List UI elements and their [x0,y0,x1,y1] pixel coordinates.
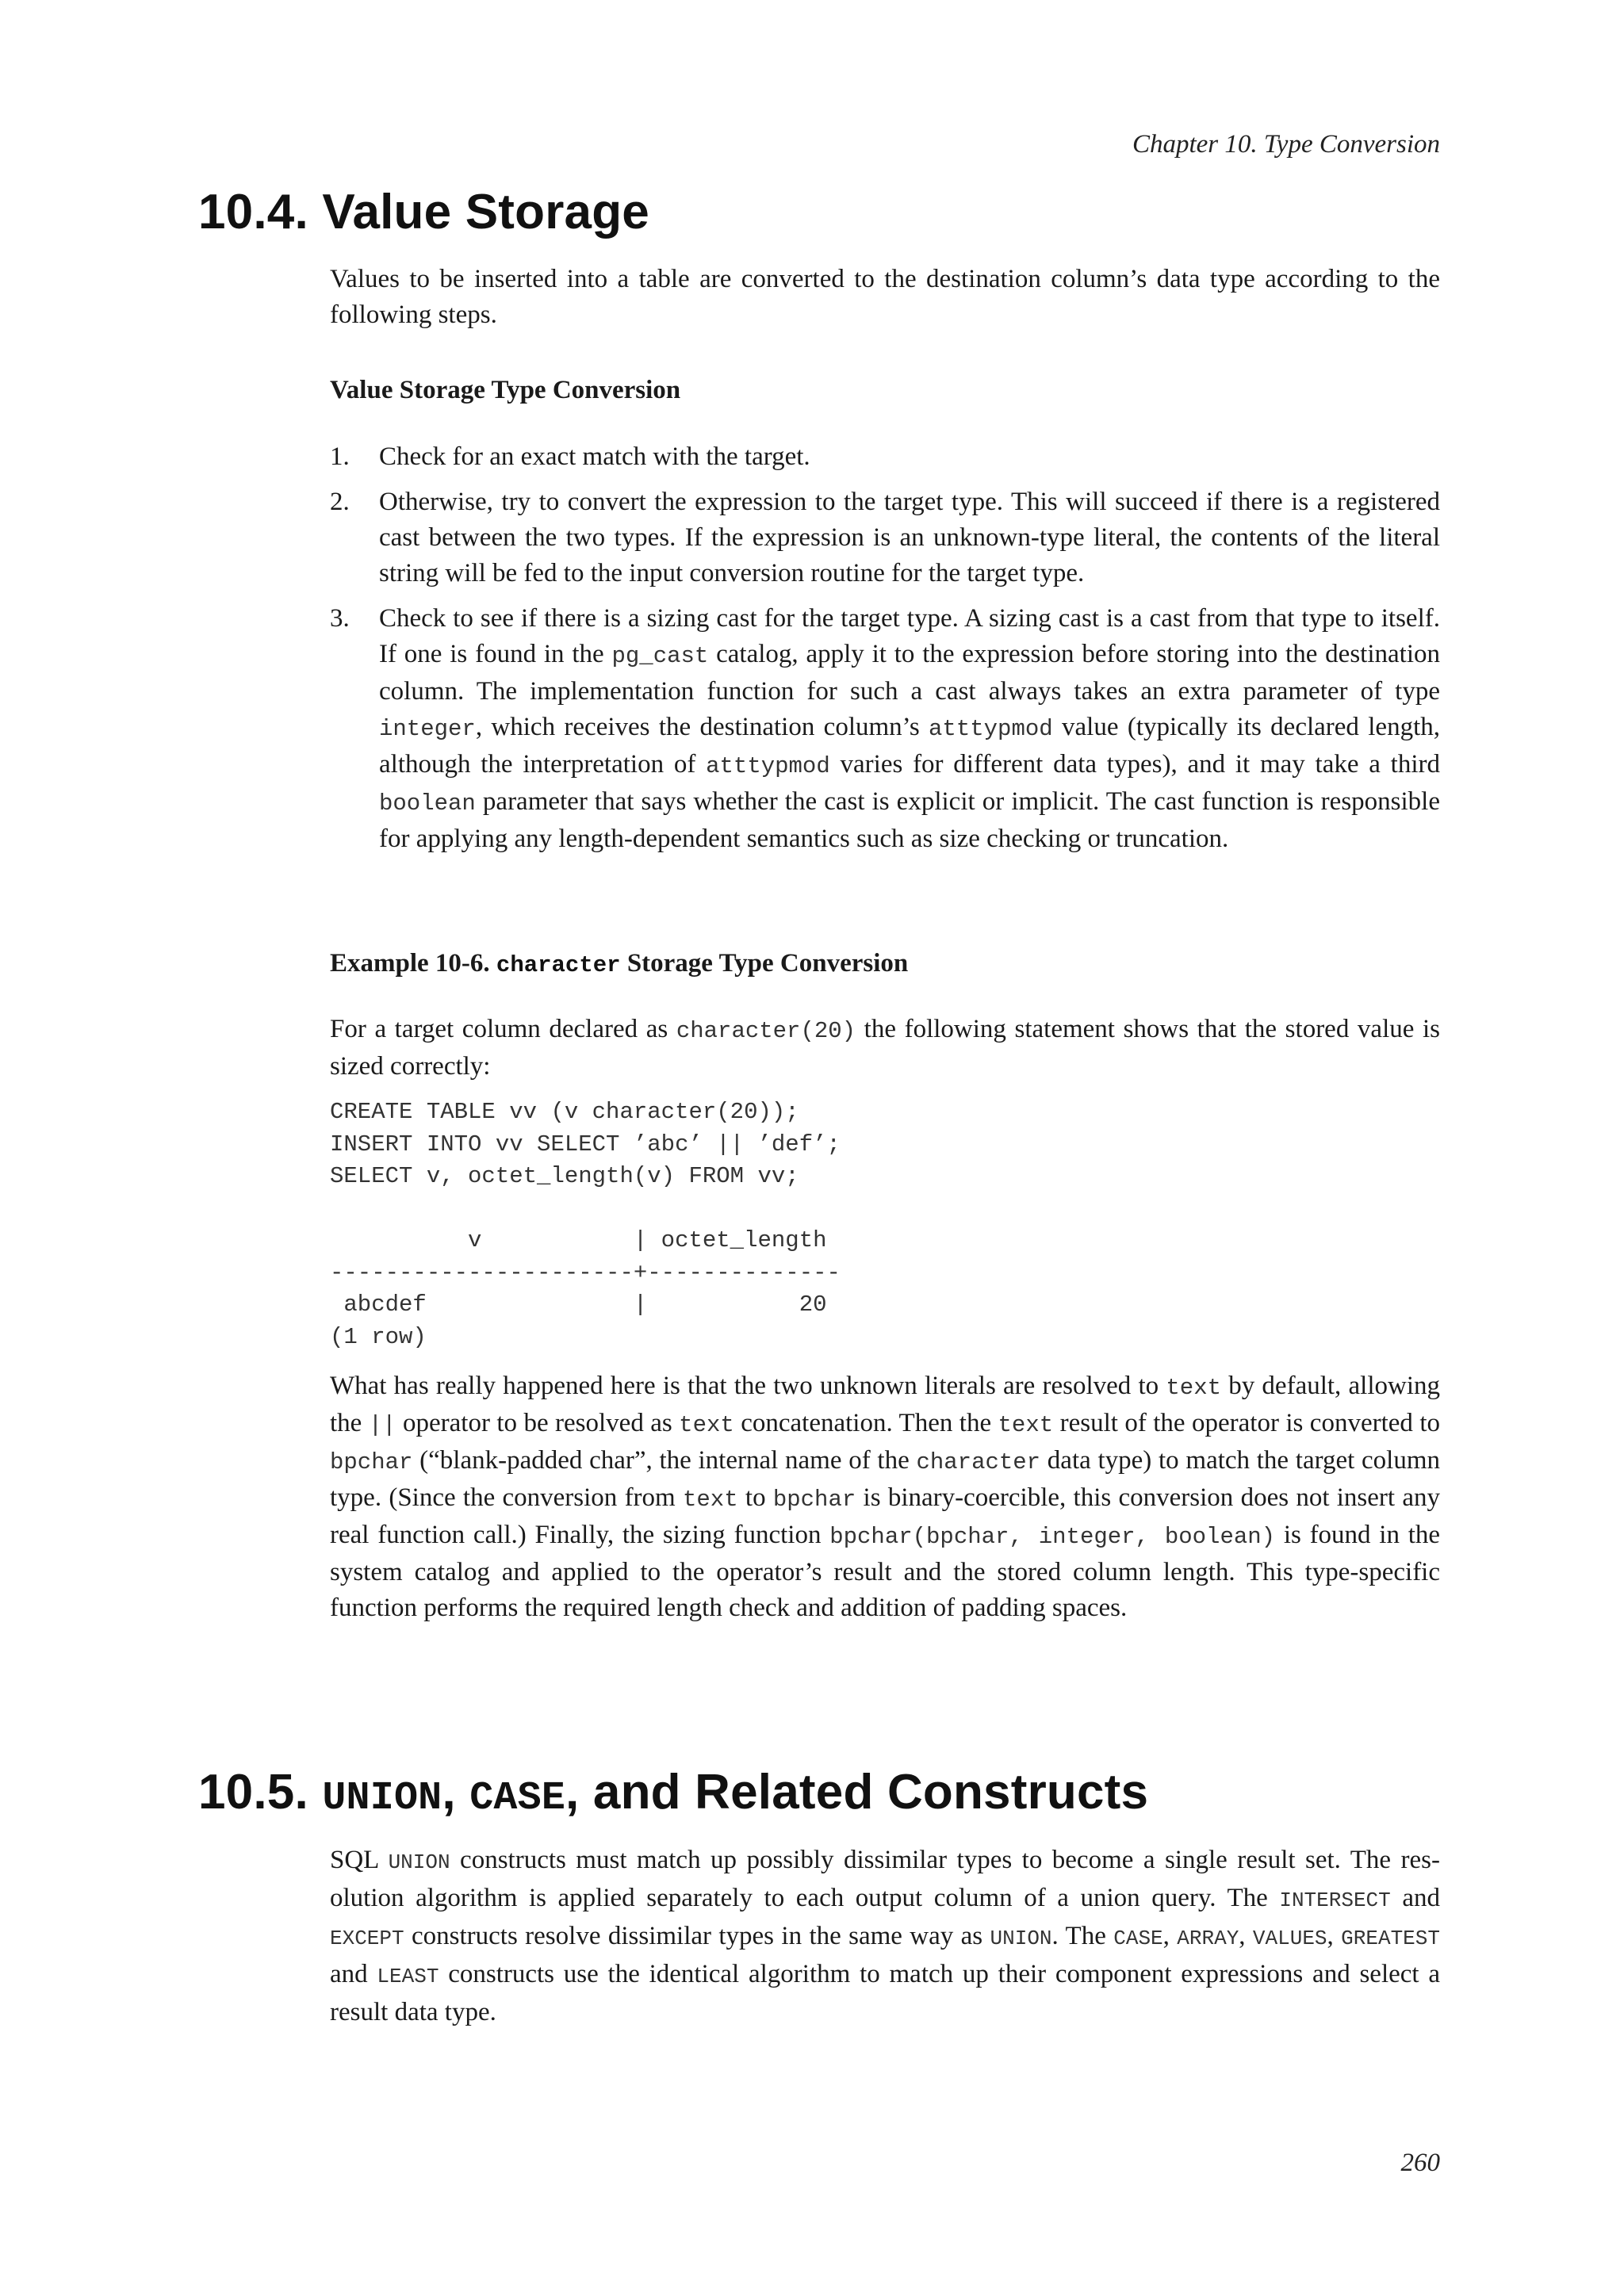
heading-separator: , [442,1765,470,1820]
procedure-block [330,376,1440,405]
union-intro-paragraph [330,1843,1440,2030]
section-heading-value-storage: 10.4. Value Storage [198,185,649,239]
inline-code: text [998,1412,1054,1438]
code-block-container [330,1096,1440,1353]
text-run: catalog, apply it to the expression before storing into the destination column. The implementation function for such a cast always takes an extra parameter of type [379,640,1440,706]
text-run: value (typically its declared length, although the interpretation of [379,713,1440,779]
example-title [330,949,1440,978]
sql-keyword: ARRAY [1177,1927,1239,1950]
text-run: parameter that says whether the cast is explicit or implicit. The cast function is responsible for applying any length-dependent semantics such as size checking or truncation. [379,787,1440,853]
section-heading-union-case [198,1764,1148,1821]
example-lead-container [330,1012,1440,1085]
procedure-step [330,601,1440,857]
example-title-prefix: Example 10-6. [330,949,496,978]
sql-keyword: UNION [990,1927,1052,1950]
inline-code: character [916,1449,1041,1475]
example-title-code: character [496,952,621,978]
example-title-suffix: Storage Type Conversion [620,949,909,978]
inline-code: bpchar [772,1487,856,1513]
sql-keyword: LEAST [377,1965,439,1988]
inline-code: integer [379,716,476,742]
text-run: concatenation. Then the [733,1409,998,1437]
text-run: and [1390,1884,1440,1912]
inline-code: character(20) [676,1018,856,1044]
procedure-steps [330,439,1440,857]
inline-code: atttypmod [706,753,830,779]
procedure-step [330,484,1440,591]
text-run: , [1162,1922,1178,1950]
step-number: 3. [330,604,350,633]
text-run: SQL [330,1846,389,1874]
sql-keyword: VALUES [1252,1927,1327,1950]
explanation-container [330,1368,1440,1626]
sql-keyword: CASE [1113,1927,1163,1950]
intro-paragraph: Values to be inserted into a table are converted to the destination column’s data type according to the following steps. [330,265,1440,329]
inline-code: text [683,1487,738,1513]
text-run: , [1327,1922,1342,1950]
procedure-title: Value Storage Type Conversion [330,376,681,404]
text-run: For a target column declared as [330,1015,676,1043]
text-run: by default, allowing the [330,1372,1440,1437]
sql-keyword: GREATEST [1341,1927,1440,1950]
inline-code: text [679,1412,734,1438]
text-run: varies for different data types), and it may take a third [829,750,1440,779]
inline-code: bpchar [330,1449,413,1475]
text-run: , which receives the destination column’s [475,713,929,741]
inline-code: pg_cast [611,643,709,669]
text-run: to [737,1483,773,1512]
text-run: result of the operator is converted to [1053,1409,1440,1437]
example-lead-paragraph [330,1012,1440,1085]
example-block [330,949,1440,978]
text-run: Check for an exact match with the target. [379,442,810,471]
sql-keyword: INTERSECT [1279,1888,1391,1912]
inline-code: boolean [379,790,476,817]
text-run: data type) to match the target column type. (Since the conversion from [330,1446,1441,1512]
heading-code-union: UNION [322,1776,442,1821]
procedure-step [330,439,1440,475]
heading-prefix: 10.5. [198,1765,323,1820]
inline-code: || [368,1412,396,1438]
step-number: 2. [330,488,350,516]
text-run: (“blank-padded char”, the internal name of the [412,1446,917,1475]
text-run: is found in the system catalog and applied to the operator’s result and the stored column length. This type-specific function performs the required length check and addition of padding spaces. [330,1521,1441,1622]
text-run: , [1239,1922,1253,1950]
text-run: Otherwise, try to convert the expression to the target type. This will succeed if there is a registered cast between the two types. If the expression is an unknown-type literal, the contents of the literal string will be fed to the input conversion routine for the target type. [379,488,1440,587]
inline-code: text [1166,1375,1222,1401]
sql-keyword: EXCEPT [330,1927,404,1950]
text-run: the following statement shows that the stored value is sized correctly: [330,1015,1440,1081]
sql-code-block: CREATE TABLE vv (v character(20)); INSERT INTO vv SELECT ’abc’ || ’def’; SELECT v, octet_length(v) FROM vv; v | octet_length ----------------------+-------------- abcdef | 20 (1 row) [330,1099,841,1350]
text-run: operator to be resolved as [396,1409,680,1437]
step-number: 1. [330,442,350,471]
inline-code: atttypmod [929,716,1053,742]
explanation-paragraph [330,1368,1440,1626]
text-run: constructs use the identical algorithm to match up their component expressions and select a result data type. [330,1960,1440,2026]
text-run: constructs resolve dissimilar types in the same way as [404,1922,990,1950]
text-run: . The [1051,1922,1114,1950]
page-number: 260 [1400,2149,1440,2177]
sql-keyword: UNION [388,1850,450,1874]
heading-code-case: CASE [469,1776,566,1821]
heading-suffix: , and Related Constructs [565,1765,1149,1820]
section-body-union-case [330,1843,1440,2030]
text-run: What has really happened here is that the two unknown literals are resolved to [330,1372,1166,1400]
text-run: is binary-coercible, this conversion does not insert any real function call.) Finally, the sizing function [330,1483,1441,1549]
inline-code: bpchar(bpchar, integer, boolean) [829,1524,1276,1550]
text-run: Check to see if there is a sizing cast for the target type. A sizing cast is a cast from that type to itself. If one is found in the [379,604,1440,668]
procedure-steps-container [330,439,1440,867]
section-body-value-storage [330,262,1440,333]
running-header: Chapter 10. Type Conversion [1132,130,1440,159]
text-run: and [330,1960,377,1988]
text-run: constructs must match up possibly dissimilar types to become a single result set. The resolution algorithm is applied separately to each output column of a union query. The [330,1846,1440,1912]
